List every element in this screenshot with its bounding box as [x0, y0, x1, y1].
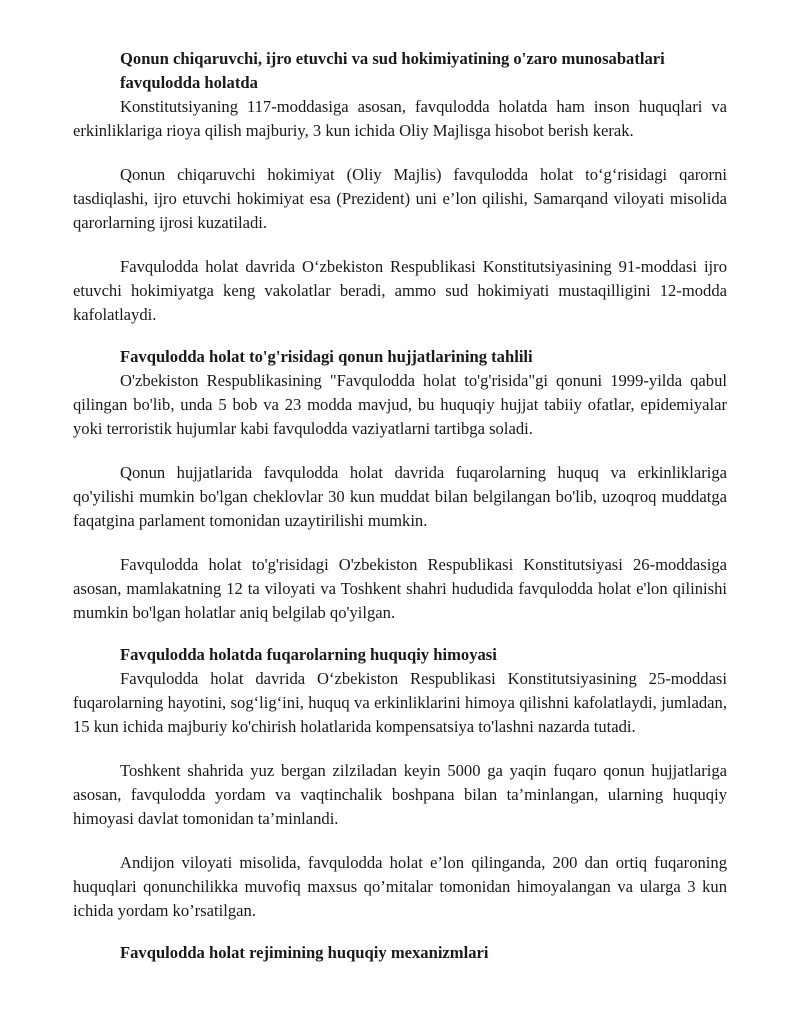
- paragraph: Qonun chiqaruvchi hokimiyat (Oliy Majlis) favqulodda holat to‘g‘risidagi qarorni tasdiqlashi, ijro etuvchi hokimiyat esa (Prezident) uni e’lon qilishi, Samarqand viloyati misolida qarorlarning ijrosi kuzatiladi.: [73, 165, 727, 232]
- paragraph: Andijon viloyati misolida, favqulodda holat e’lon qilinganda, 200 dan ortiq fuqaroning huquqlari qonunchilikka muvofiq maxsus qo’mitalar tomonidan himoyalangan va ularga 3 kun ichida yordam ko’rsatilgan.: [73, 853, 727, 920]
- paragraph: Konstitutsiyaning 117-moddasiga asosan, favqulodda holatda ham inson huquqlari va erkinliklariga rioya qilish majburiy, 3 kun ichida Oliy Majlisga hisobot berish kerak.: [73, 97, 727, 140]
- paragraph: Toshkent shahrida yuz bergan zilziladan keyin 5000 ga yaqin fuqaro qonun hujjatlariga asosan, favqulodda yordam va vaqtinchalik boshpana bilan ta’minlangan, ularning huquqiy himoyasi davlat tomonidan ta’minlandi.: [73, 761, 727, 828]
- paragraph: Favqulodda holat davrida O‘zbekiston Respublikasi Konstitutsiyasining 25-moddasi fuqarolarning hayotini, sog‘lig‘ini, huquq va erkinliklarini himoya qilishni kafolatlaydi, jumladan, 15 kun ichida majburiy ko'chirish holatlarida kompensatsiya to'lashni nazarda tutadi.: [73, 669, 727, 736]
- section-heading: Favqulodda holat to'g'risidagi qonun hujjatlarining tahlili: [120, 347, 533, 366]
- section-heading: Qonun chiqaruvchi, ijro etuvchi va sud hokimiyatining o'zaro munosabatlari favqulodda holatda: [120, 49, 665, 92]
- paragraph: Favqulodda holat to'g'risidagi O'zbekiston Respublikasi Konstitutsiyasi 26-moddasiga asosan, mamlakatning 12 ta viloyati va Toshkent shahri hududida favqulodda holat e'lon qilinishi mumkin bo'lgan holatlar aniq belgilab qo'yilgan.: [73, 555, 727, 622]
- section-heading: Favqulodda holatda fuqarolarning huquqiy himoyasi: [120, 645, 497, 664]
- paragraph: Qonun hujjatlarida favqulodda holat davrida fuqarolarning huquq va erkinliklariga qo'yilishi mumkin bo'lgan cheklovlar 30 kun muddat bilan belgilangan bo'lib, uzoqroq muddatga faqatgina parlament tomonidan uzaytirilishi mumkin.: [73, 463, 727, 530]
- paragraph: Favqulodda holat davrida O‘zbekiston Respublikasi Konstitutsiyasining 91-moddasi ijro etuvchi hokimiyatga keng vakolatlar beradi, ammo sud hokimiyati mustaqilligini 12-modda kafolatlaydi.: [73, 257, 727, 324]
- section-heading: Favqulodda holat rejimining huquqiy mexanizmlari: [120, 943, 489, 962]
- paragraph: O'zbekiston Respublikasining "Favqulodda holat to'g'risida"gi qonuni 1999-yilda qabul qilingan bo'lib, unda 5 bob va 23 modda mavjud, bu huquqiy hujjat tabiiy ofatlar, epidemiyalar yoki terroristik hujumlar kabi favqulodda vaziyatlarni tartibga soladi.: [73, 371, 727, 438]
- document-page: [73, 47, 727, 965]
